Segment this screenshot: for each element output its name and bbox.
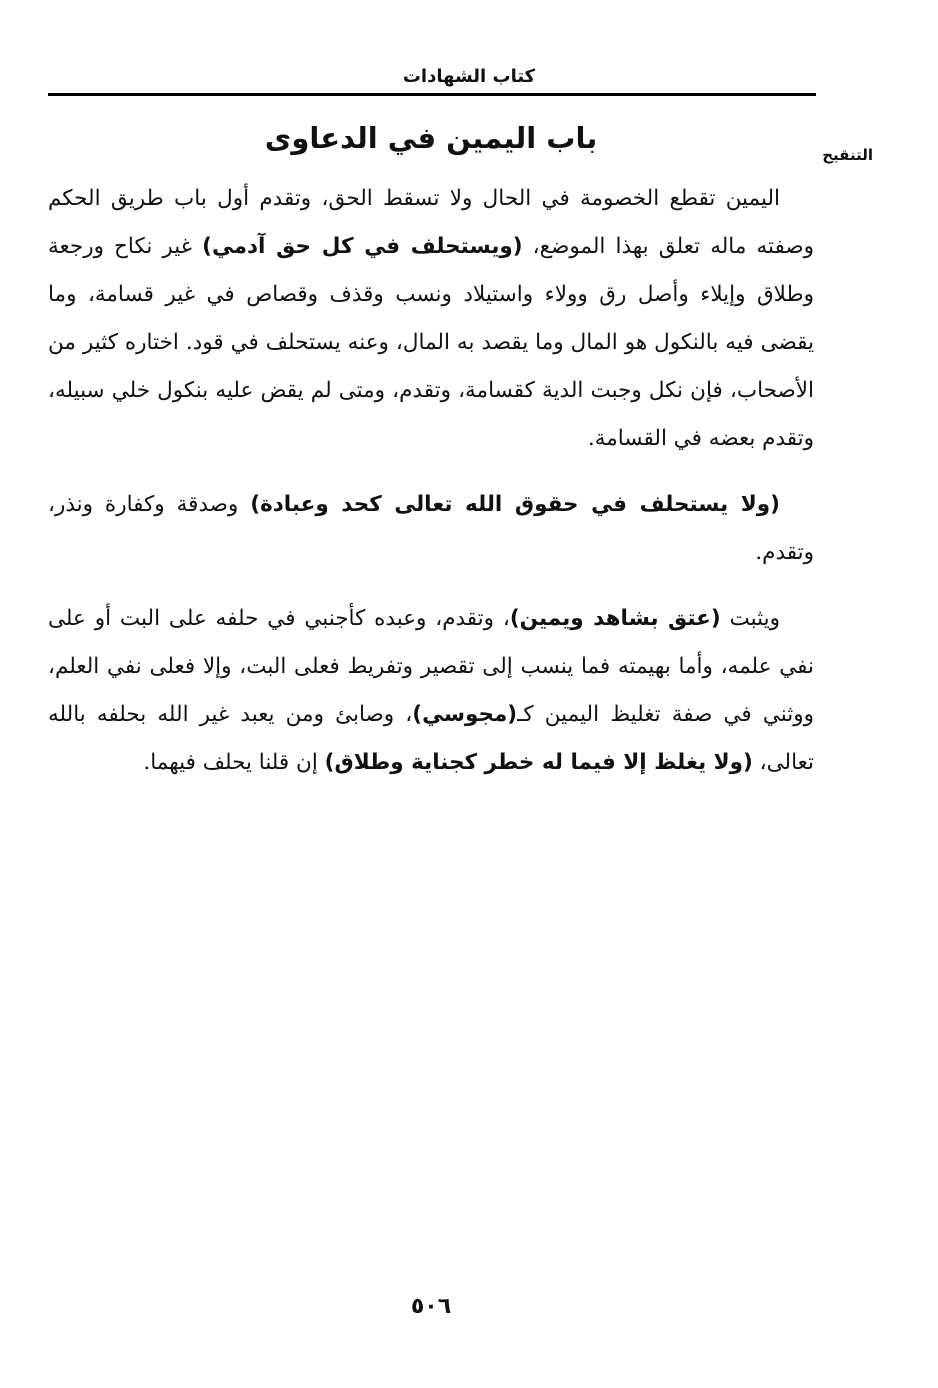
running-header-title: كتاب الشهادات: [402, 66, 536, 87]
text-run: ، وتقدم، وعبده كأجنبي في حلفه على البت أو على نفي علمه، وأما بهيمته فما ينسب إلى تقصير وتفريط فعلى البت، وإلا فعلى نفي العلم، ووثني في صفة تغليظ اليمين كـ: [48, 606, 814, 727]
text-run: اليمين تقطع الخصومة في الحال ولا تسقط الحق، وتقدم أول باب طريق الحكم وصفته ماله تعلق بهذا الموضع،: [48, 186, 814, 259]
chapter-title: باب اليمين في الدعاوى: [264, 121, 598, 155]
matn-quote: (ولا يستحلف في حقوق الله تعالى كحد وعبادة): [250, 492, 780, 517]
paragraph-2: [48, 481, 814, 577]
text-run: إن قلنا يحلف فيهما.: [143, 750, 325, 775]
text-run: ويثبت: [720, 606, 781, 631]
matn-quote: (ويستحلف في كل حق آدمي): [202, 234, 523, 259]
matn-quote: (ولا يغلظ إلا فيما له خطر كجناية وطلاق): [324, 750, 753, 775]
text-run: ، وصابئ ومن يعبد غير الله بحلفه بالله تعالى،: [48, 702, 814, 775]
matn-quote: (عتق بشاهد ويمين): [509, 606, 721, 631]
matn-quote: (مجوسي): [412, 702, 518, 727]
paragraph-3: [48, 595, 814, 787]
text-run: غير نكاح ورجعة وطلاق وإيلاء وأصل رق وولاء واستيلاد ونسب وقذف وقصاص في غير قسامة، وما يقضى فيه بالنكول هو المال وما يقصد به المال، وعنه يستحلف في قود. اختاره كثير من الأصحاب، فإن نكل وجبت الدية كقسامة، وتقدم، ومتى لم يقض عليه بنكول خلي سبيله، وتقدم بعضه في القسامة.: [48, 234, 814, 451]
header-rule: [48, 93, 816, 96]
paragraph-1: [48, 175, 814, 463]
text-run: وصدقة وكفارة ونذر، وتقدم.: [48, 492, 814, 565]
side-label: التنقيح: [822, 146, 873, 164]
page-number: ٥٠٦: [410, 1294, 452, 1319]
body-text: [48, 175, 814, 805]
